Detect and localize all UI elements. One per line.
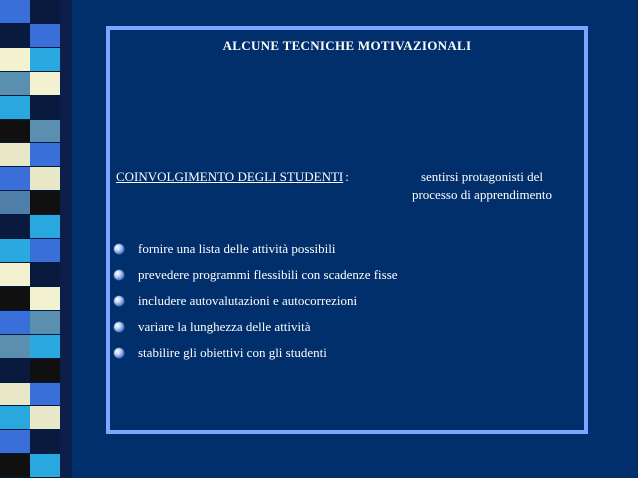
sphere-bullet-icon [114, 348, 124, 358]
topic-description [382, 168, 582, 204]
list-item-text: includere autovalutazioni e autocorrezioni [138, 293, 358, 308]
topic-row [116, 168, 578, 202]
list-item [114, 236, 398, 262]
topic-label: COINVOLGIMENTO DEGLI STUDENTI [116, 169, 344, 184]
sphere-bullet-icon [114, 322, 124, 332]
content-frame [106, 26, 588, 434]
topic-description-line-1: sentirsi protagonisti del [420, 169, 544, 184]
stripe-edge [60, 0, 72, 478]
list-item-text: prevedere programmi flessibili con scadenze fisse [138, 267, 398, 282]
topic-colon: : [345, 169, 349, 184]
decorative-stripe-bar [0, 0, 72, 478]
sphere-bullet-icon [114, 244, 124, 254]
stripe-column-left [0, 0, 30, 478]
slide-title: ALCUNE TECNICHE MOTIVAZIONALI [222, 38, 472, 53]
topic-description-line-2: processo di apprendimento [411, 187, 553, 202]
list-item [114, 314, 398, 340]
list-item-text: variare la lunghezza delle attività [138, 319, 311, 334]
list-item [114, 288, 398, 314]
list-item [114, 340, 398, 366]
list-item [114, 262, 398, 288]
stripe-column-right [30, 0, 60, 478]
bullet-list [114, 236, 398, 366]
sphere-bullet-icon [114, 296, 124, 306]
sphere-bullet-icon [114, 270, 124, 280]
list-item-text: fornire una lista delle attività possibili [138, 241, 336, 256]
list-item-text: stabilire gli obiettivi con gli studenti [138, 345, 327, 360]
